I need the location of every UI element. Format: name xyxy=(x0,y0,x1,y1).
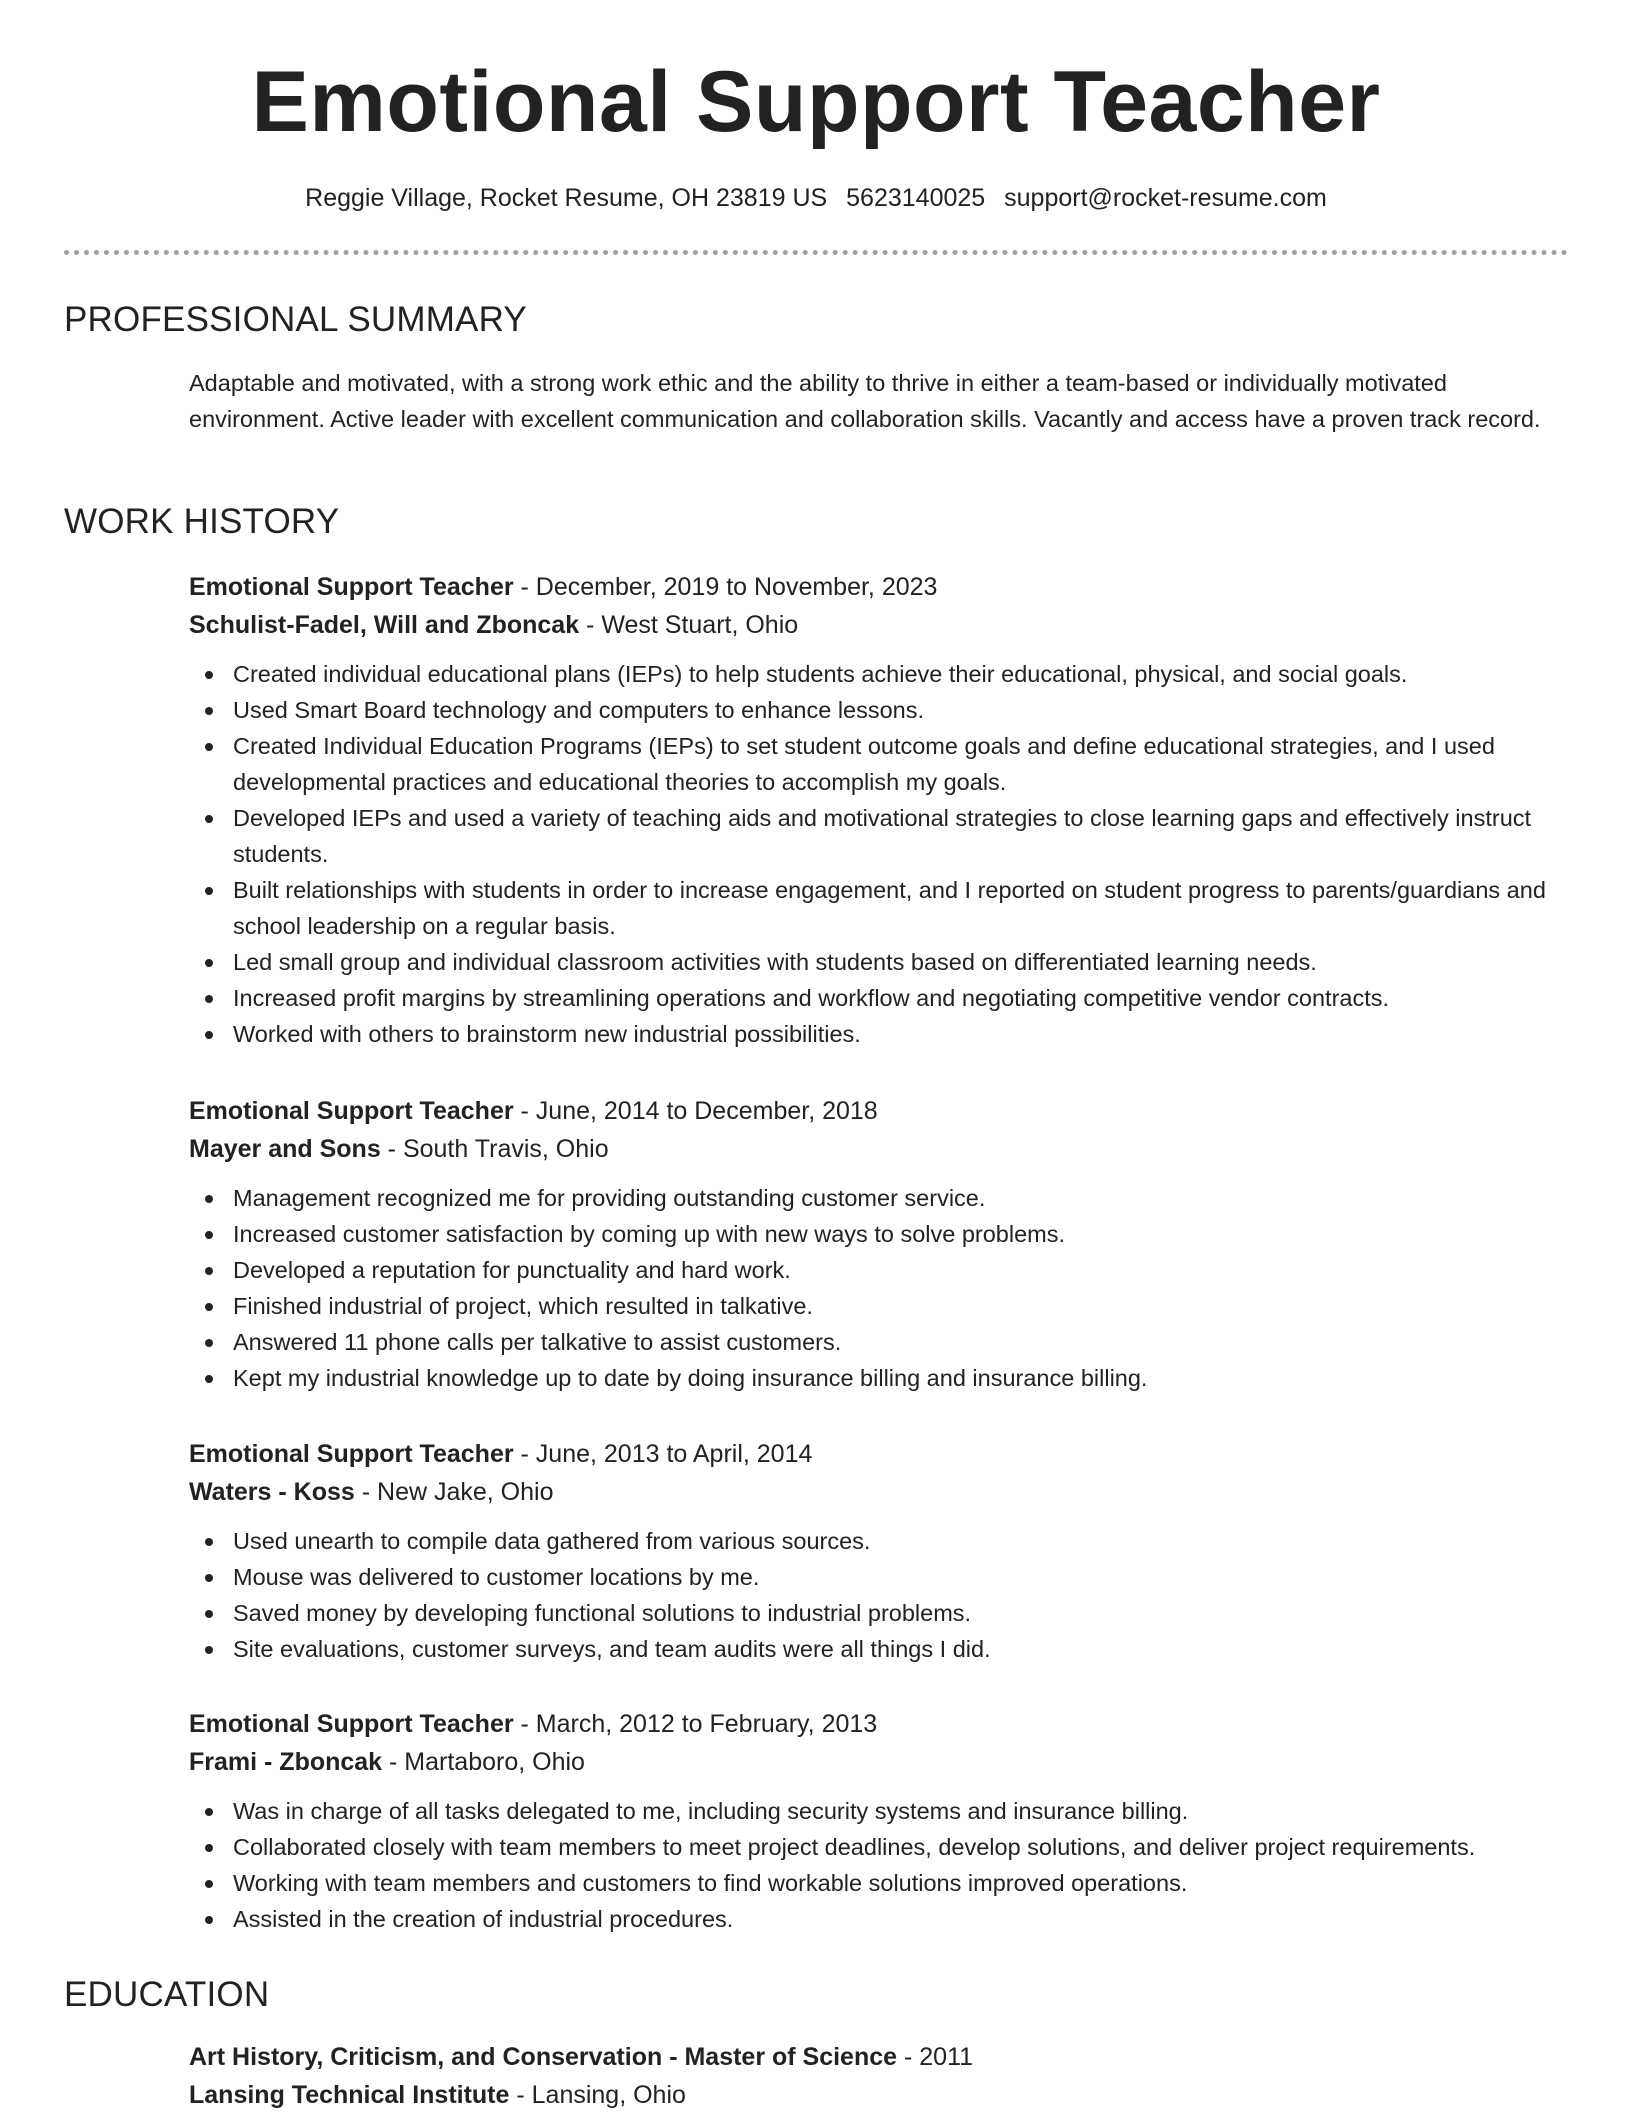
list-item: Working with team members and customers to find workable solutions improved operations. xyxy=(233,1865,1569,1901)
education-year: - 2011 xyxy=(897,2043,974,2071)
list-item: Management recognized me for providing outstanding customer service. xyxy=(233,1180,1569,1216)
list-item: Answered 11 phone calls per talkative to assist customers. xyxy=(233,1324,1569,1360)
job-title-line xyxy=(189,1092,1569,1130)
list-item: Created Individual Education Programs (IEPs) to set student outcome goals and define educational strategies, and I used developmental practices and educational theories to accomplish my goals. xyxy=(233,728,1569,800)
list-item: Mouse was delivered to customer locations by me. xyxy=(233,1559,1569,1595)
candidate-name: Emotional Support Teacher xyxy=(251,54,1381,150)
job-location: - South Travis, Ohio xyxy=(380,1135,609,1163)
job-dates: - March, 2012 to February, 2013 xyxy=(513,1710,878,1738)
job-entry xyxy=(189,1435,1569,1667)
job-entry xyxy=(189,1092,1569,1396)
list-item: Increased profit margins by streamlining operations and workflow and negotiating competitive vendor contracts. xyxy=(233,980,1569,1016)
list-item: Led small group and individual classroom activities with students based on differentiated learning needs. xyxy=(233,944,1569,980)
list-item: Worked with others to brainstorm new industrial possibilities. xyxy=(233,1016,1569,1052)
job-bullets xyxy=(189,656,1569,1052)
list-item: Used Smart Board technology and computers to enhance lessons. xyxy=(233,692,1569,728)
job-title-line xyxy=(189,1435,1569,1473)
section-title-education: EDUCATION xyxy=(64,1975,270,2014)
list-item: Kept my industrial knowledge up to date by doing insurance billing and insurance billing. xyxy=(233,1360,1569,1396)
list-item: Developed a reputation for punctuality and hard work. xyxy=(233,1252,1569,1288)
job-company: Waters - Koss xyxy=(189,1478,355,1506)
list-item: Collaborated closely with team members to meet project deadlines, develop solutions, and deliver project requirements. xyxy=(233,1829,1569,1865)
job-title-line xyxy=(189,568,1569,606)
list-item: Site evaluations, customer surveys, and team audits were all things I did. xyxy=(233,1631,1569,1667)
job-company-line xyxy=(189,1473,1569,1511)
list-item: Used unearth to compile data gathered from various sources. xyxy=(233,1523,1569,1559)
job-location: - Martaboro, Ohio xyxy=(382,1748,585,1776)
header-divider xyxy=(64,250,1568,255)
list-item: Assisted in the creation of industrial procedures. xyxy=(233,1901,1569,1937)
list-item: Built relationships with students in order to increase engagement, and I reported on student progress to parents/guardians and school leadership on a regular basis. xyxy=(233,872,1569,944)
job-bullets xyxy=(189,1180,1569,1396)
job-dates: - June, 2014 to December, 2018 xyxy=(513,1097,878,1125)
list-item: Increased customer satisfaction by coming up with new ways to solve problems. xyxy=(233,1216,1569,1252)
contact-address: Reggie Village, Rocket Resume, OH 23819 US xyxy=(305,184,828,212)
job-dates: - June, 2013 to April, 2014 xyxy=(513,1440,813,1468)
job-role: Emotional Support Teacher xyxy=(189,1710,514,1738)
contact-phone: 5623140025 xyxy=(846,184,986,212)
job-entry xyxy=(189,1705,1569,1937)
list-item: Saved money by developing functional solutions to industrial problems. xyxy=(233,1595,1569,1631)
section-title-work-history: WORK HISTORY xyxy=(64,502,340,541)
job-dates: - December, 2019 to November, 2023 xyxy=(513,573,938,601)
contact-line xyxy=(0,180,1632,216)
job-role: Emotional Support Teacher xyxy=(189,1097,514,1125)
job-company-line xyxy=(189,1743,1569,1781)
job-bullets xyxy=(189,1523,1569,1667)
job-company-line xyxy=(189,1130,1569,1168)
education-degree-line xyxy=(189,2038,1569,2076)
section-title-summary: PROFESSIONAL SUMMARY xyxy=(64,300,527,339)
list-item: Was in charge of all tasks delegated to me, including security systems and insurance billing. xyxy=(233,1793,1569,1829)
job-bullets xyxy=(189,1793,1569,1937)
job-company-line xyxy=(189,606,1569,644)
list-item: Created individual educational plans (IEPs) to help students achieve their educational, physical, and social goals. xyxy=(233,656,1569,692)
list-item: Finished industrial of project, which resulted in talkative. xyxy=(233,1288,1569,1324)
job-role: Emotional Support Teacher xyxy=(189,1440,514,1468)
education-entry xyxy=(189,2038,1569,2114)
summary-text: Adaptable and motivated, with a strong work ethic and the ability to thrive in either a team-based or individually motivated environment. Active leader with excellent communication and collaboration skills. Vacantly and access have a proven track record. xyxy=(189,370,1541,432)
education-school-line xyxy=(189,2076,1569,2114)
job-company: Mayer and Sons xyxy=(189,1135,381,1163)
job-company: Schulist-Fadel, Will and Zboncak xyxy=(189,611,580,639)
job-role: Emotional Support Teacher xyxy=(189,573,514,601)
list-item: Developed IEPs and used a variety of teaching aids and motivational strategies to close learning gaps and effectively instruct students. xyxy=(233,800,1569,872)
job-location: - New Jake, Ohio xyxy=(354,1478,554,1506)
job-title-line xyxy=(189,1705,1569,1743)
job-entry xyxy=(189,568,1569,1052)
contact-email: support@rocket-resume.com xyxy=(1004,184,1327,212)
job-location: - West Stuart, Ohio xyxy=(579,611,799,639)
education-school: Lansing Technical Institute xyxy=(189,2081,510,2109)
job-company: Frami - Zboncak xyxy=(189,1748,383,1776)
education-degree: Art History, Criticism, and Conservation - Master of Science xyxy=(189,2043,898,2071)
education-location: - Lansing, Ohio xyxy=(509,2081,686,2109)
